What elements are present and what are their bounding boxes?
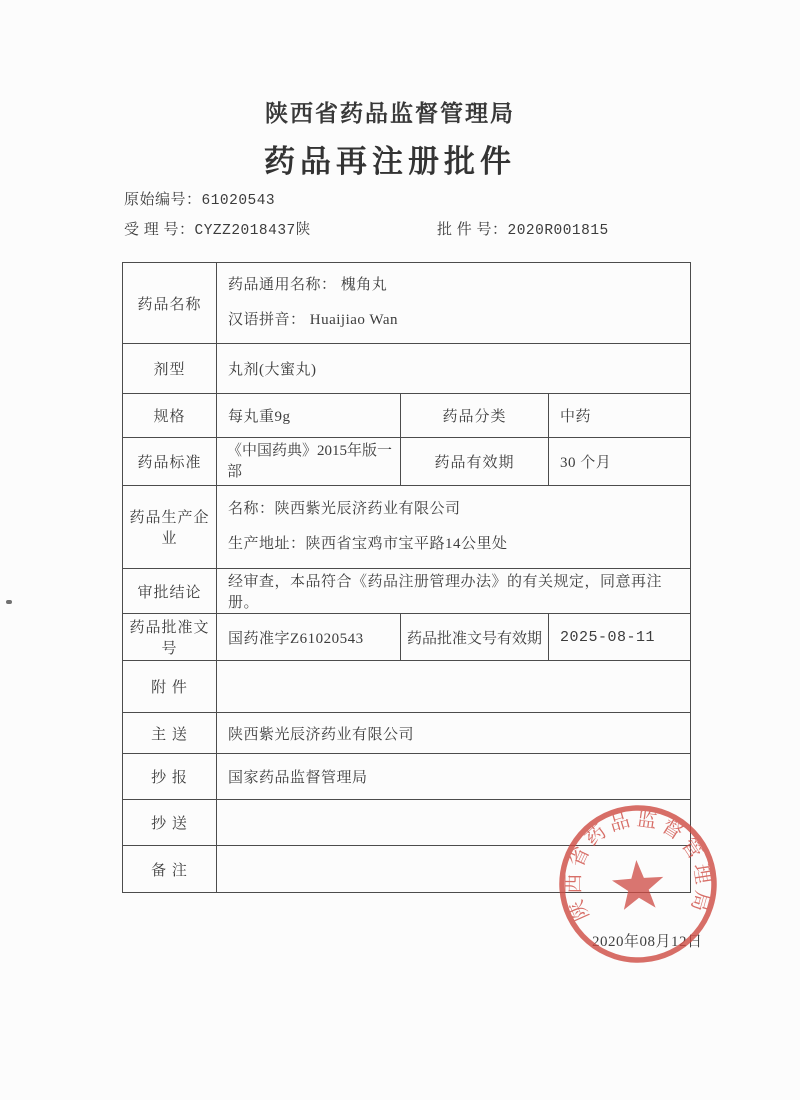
manufacturer-cell — [217, 486, 691, 569]
validity-value: 30 个月 — [549, 438, 691, 486]
table-row-spec — [123, 394, 691, 438]
issue-date: 2020年08月12日 — [592, 934, 703, 950]
remarks-label: 备 注 — [123, 846, 217, 893]
conclusion-value: 经审查，本品符合《药品注册管理办法》的有关规定，同意再注册。 — [217, 569, 691, 614]
manufacturer-label: 药品生产企业 — [123, 486, 217, 569]
drug-class-value: 中药 — [549, 394, 691, 438]
approval-number-line — [437, 218, 609, 239]
validity-label: 药品有效期 — [401, 438, 549, 486]
drug-name-label: 药品名称 — [123, 263, 217, 344]
seal-arc-text: 陕西省药品监督管理局 — [562, 808, 714, 924]
standard-label: 药品标准 — [123, 438, 217, 486]
spec-label: 规格 — [123, 394, 217, 438]
dosage-form-value: 丸剂(大蜜丸) — [217, 344, 691, 394]
approval-no-label: 药品批准文号 — [123, 614, 217, 661]
approval-number-value: 2020R001815 — [507, 223, 609, 239]
main-recipient-value: 陕西紫光辰济药业有限公司 — [217, 713, 691, 754]
table-row-copy-report — [123, 754, 691, 800]
issuing-authority-name: 陕西省药品监督管理局 — [265, 101, 515, 126]
table-row-manufacturer — [123, 486, 691, 569]
copy-send-label: 抄 送 — [123, 800, 217, 846]
acceptance-number-value: CYZZ2018437陕 — [194, 223, 311, 239]
copy-report-value: 国家药品监督管理局 — [217, 754, 691, 800]
approval-no-validity-label: 药品批准文号有效期 — [401, 614, 549, 661]
acceptance-number-line — [124, 218, 311, 239]
table-row-drug-name — [123, 263, 691, 344]
approval-number-label: 批 件 号： — [437, 222, 508, 238]
document-title: 药品再注册批件 — [264, 144, 516, 179]
dosage-form-label: 剂型 — [123, 344, 217, 394]
seal-star-icon — [611, 858, 666, 910]
manufacturer-address-line: 生产地址：陕西省宝鸡市宝平路14公里处 — [228, 536, 508, 552]
official-seal-stamp — [542, 788, 734, 980]
seal-graphic — [542, 788, 734, 980]
generic-name-line: 药品通用名称： 槐角丸 — [228, 277, 388, 293]
manufacturer-name-line: 名称：陕西紫光辰济药业有限公司 — [228, 501, 461, 517]
copy-report-label: 抄 报 — [123, 754, 217, 800]
table-row-main-recipient — [123, 713, 691, 754]
original-number-value: 61020543 — [201, 193, 276, 209]
table-row-standard — [123, 438, 691, 486]
drug-name-cell — [217, 263, 691, 344]
scan-speck — [6, 600, 12, 604]
table-row-dosage-form — [123, 344, 691, 394]
original-number-label: 原始编号： — [124, 192, 202, 208]
approval-no-validity-value: 2025-08-11 — [549, 614, 691, 661]
drug-class-label: 药品分类 — [401, 394, 549, 438]
acceptance-number-label: 受 理 号： — [124, 222, 195, 238]
main-recipient-label: 主 送 — [123, 713, 217, 754]
table-row-conclusion — [123, 569, 691, 614]
pinyin-line: 汉语拼音： Huaijiao Wan — [228, 312, 398, 328]
spec-value: 每丸重9g — [217, 394, 401, 438]
table-row-attachment — [123, 661, 691, 713]
standard-value: 《中国药典》2015年版一部 — [217, 438, 401, 486]
original-number-line — [124, 188, 275, 209]
approval-no-value: 国药准字Z61020543 — [217, 614, 401, 661]
attachment-value — [217, 661, 691, 713]
conclusion-label: 审批结论 — [123, 569, 217, 614]
attachment-label: 附 件 — [123, 661, 217, 713]
table-row-approval-number — [123, 614, 691, 661]
